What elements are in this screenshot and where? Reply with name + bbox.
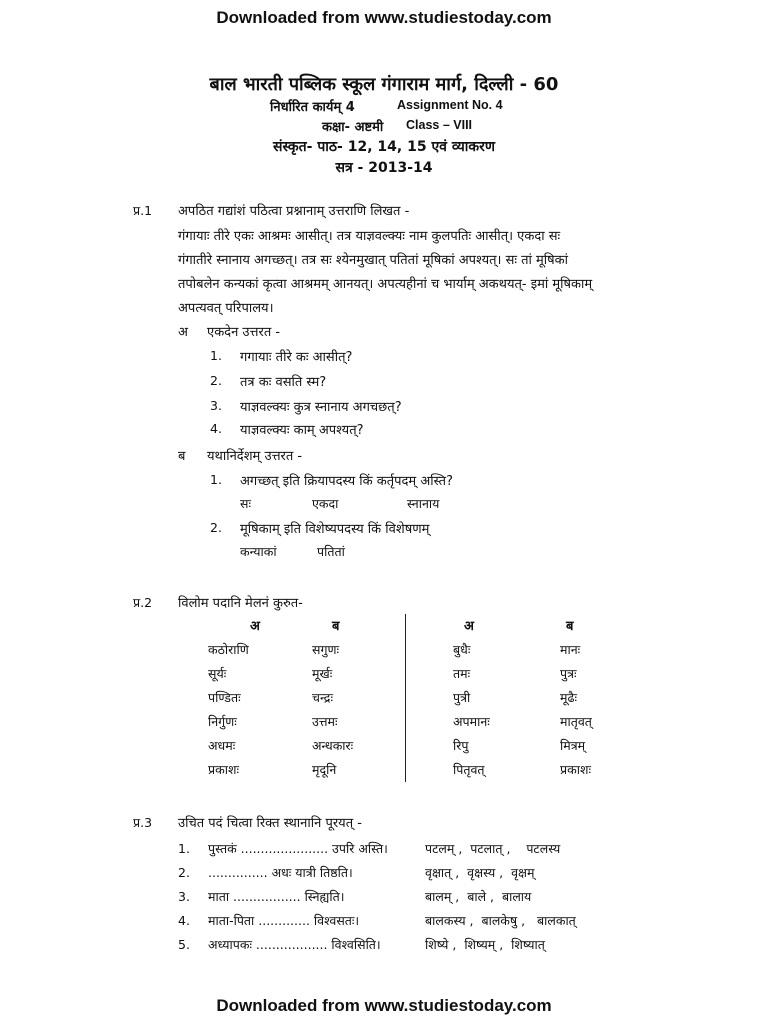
match-cell: प्रकाशः	[560, 762, 591, 777]
question-item: याज्ञवल्क्यः काम् अपश्यत्?	[240, 423, 364, 438]
fill-blank-options: शिष्ये , शिष्यम् , शिष्यात्	[425, 937, 545, 952]
fill-blank-options: बालम् , बाले , बालाय	[425, 889, 532, 904]
match-cell: मातृवत्	[560, 714, 592, 729]
item-number: 2.	[210, 520, 222, 535]
match-cell: बुधैः	[453, 642, 471, 657]
item-number: 2.	[178, 865, 190, 880]
question-3-number: प्र.3	[133, 815, 153, 830]
part-b-label: ब	[178, 449, 186, 464]
part-b-title: यथानिर्देशम् उत्तरत -	[207, 449, 303, 464]
question-3-instruction: उचित पदं चित्वा रिक्त स्थानानि पूरयत् -	[178, 816, 362, 831]
item-number: 4.	[178, 913, 190, 928]
passage-line: गंगातीरे स्नानाय अगच्छत्। तत्र सः श्येनमुखात् पतितां मूषिकां अपश्यत्। सः तां मूषिकां	[178, 253, 569, 268]
match-cell: पितृवत्	[453, 762, 485, 777]
question-item: तत्र कः वसति स्म?	[240, 375, 327, 390]
match-cell: पण्डितः	[208, 690, 241, 705]
fill-blank-options: वृक्षात् , वृक्षस्य , वृक्षम्	[425, 865, 535, 880]
match-cell: उत्तमः	[312, 714, 338, 729]
fill-blank-item: माता-पिता ............. विश्वसतः।	[208, 913, 360, 928]
fill-blank-item: पुस्तकं ...................... उपरि अस्ति।	[208, 841, 388, 856]
match-cell: अन्धकारः	[312, 738, 354, 753]
question-item: मूषिकाम् इति विशेष्यपदस्य किं विशेषणम्	[240, 522, 430, 537]
download-banner-top: Downloaded from www.studiestoday.com	[216, 8, 552, 27]
match-cell: पुत्रः	[560, 666, 577, 681]
match-cell: तमः	[453, 666, 471, 681]
item-number: 3.	[210, 398, 222, 413]
match-cell: मूढैः	[560, 690, 578, 705]
passage-line: अपत्यवत् परिपालय।	[178, 301, 274, 316]
part-a-label: अ	[178, 325, 188, 340]
match-cell: अपमानः	[453, 714, 490, 729]
answer-option: पतितां	[317, 544, 345, 559]
assignment-title-english: Assignment No. 4	[397, 98, 503, 112]
match-cell: मानः	[560, 642, 581, 657]
match-cell: चन्द्रः	[312, 690, 333, 705]
class-hindi: कक्षा- अष्टमी	[322, 120, 384, 135]
column-divider	[405, 614, 406, 782]
column-header: ब	[566, 619, 574, 634]
class-english: Class – VIII	[406, 118, 473, 132]
assignment-title-hindi: निर्धारित कार्यम् 4	[270, 100, 355, 115]
passage-line: गंगायाः तीरे एकः आश्रमः आसीत्। तत्र याज्ञवल्क्यः नाम कुलपतिः आसीत्। एकदा सः	[178, 229, 561, 244]
subject-line: संस्कृत- पाठ- 12, 14, 15 एवं व्याकरण	[273, 139, 495, 155]
match-cell: अधमः	[208, 738, 236, 753]
match-cell: निर्गुणः	[208, 714, 237, 729]
match-cell: मृदूनि	[312, 762, 337, 777]
fill-blank-item: ............... अधः यात्री तिष्ठति।	[208, 865, 353, 880]
answer-option: स्नानाय	[407, 496, 440, 511]
column-header: अ	[250, 619, 260, 634]
item-number: 1.	[210, 348, 222, 363]
question-1-number: प्र.1	[133, 203, 153, 218]
match-cell: रिपु	[453, 738, 469, 753]
answer-option: सः	[240, 496, 251, 511]
session-line: सत्र - 2013-14	[335, 160, 433, 176]
fill-blank-item: माता ................. स्निह्यति।	[208, 889, 345, 904]
question-item: अगच्छत् इति क्रियापदस्य किं कर्तृपदम् अस्ति?	[240, 474, 453, 489]
question-2-instruction: विलोम पदानि मेलनं कुरुत-	[178, 596, 303, 611]
match-cell: पुत्री	[453, 690, 471, 705]
fill-blank-options: बालकस्य , बालकेषु , बालकात्	[425, 913, 576, 928]
match-cell: कठोराणि	[208, 642, 249, 657]
fill-blank-item: अध्यापकः .................. विश्वसिति।	[208, 937, 381, 952]
question-item: गगायाः तीरे कः आसीत्?	[240, 350, 353, 365]
item-number: 2.	[210, 373, 222, 388]
match-cell: मूर्खः	[312, 666, 333, 681]
question-1-instruction: अपठित गद्यांशं पठित्वा प्रश्नानाम् उत्तराणि लिखत -	[178, 204, 410, 219]
match-cell: सूर्यः	[208, 666, 227, 681]
item-number: 1.	[210, 472, 222, 487]
item-number: 3.	[178, 889, 190, 904]
download-banner-bottom: Downloaded from www.studiestoday.com	[216, 996, 552, 1015]
column-header: ब	[332, 619, 340, 634]
answer-option: कन्याकां	[240, 544, 277, 559]
school-title: बाल भारती पब्लिक स्कूल गंगाराम मार्ग, दिल्ली - 60	[209, 74, 559, 95]
match-cell: सगुणः	[312, 642, 340, 657]
part-a-title: एकदेन उत्तरत -	[207, 325, 281, 340]
passage-line: तपोबलेन कन्यकां कृत्वा आश्रमम् आनयत्। अपत्यहीनां च भार्याम् अकथयत्- इमां मूषिकाम्	[178, 277, 593, 292]
fill-blank-options: पटलम् , पटलात् , पटलस्य	[425, 841, 561, 856]
answer-option: एकदा	[312, 496, 339, 511]
item-number: 5.	[178, 937, 190, 952]
question-item: याज्ञवल्क्यः कुत्र स्नानाय अगचछत्?	[240, 400, 402, 415]
column-header: अ	[464, 619, 474, 634]
match-cell: मित्रम्	[560, 738, 586, 753]
match-cell: प्रकाशः	[208, 762, 239, 777]
question-2-number: प्र.2	[133, 595, 153, 610]
item-number: 1.	[178, 841, 190, 856]
item-number: 4.	[210, 421, 222, 436]
